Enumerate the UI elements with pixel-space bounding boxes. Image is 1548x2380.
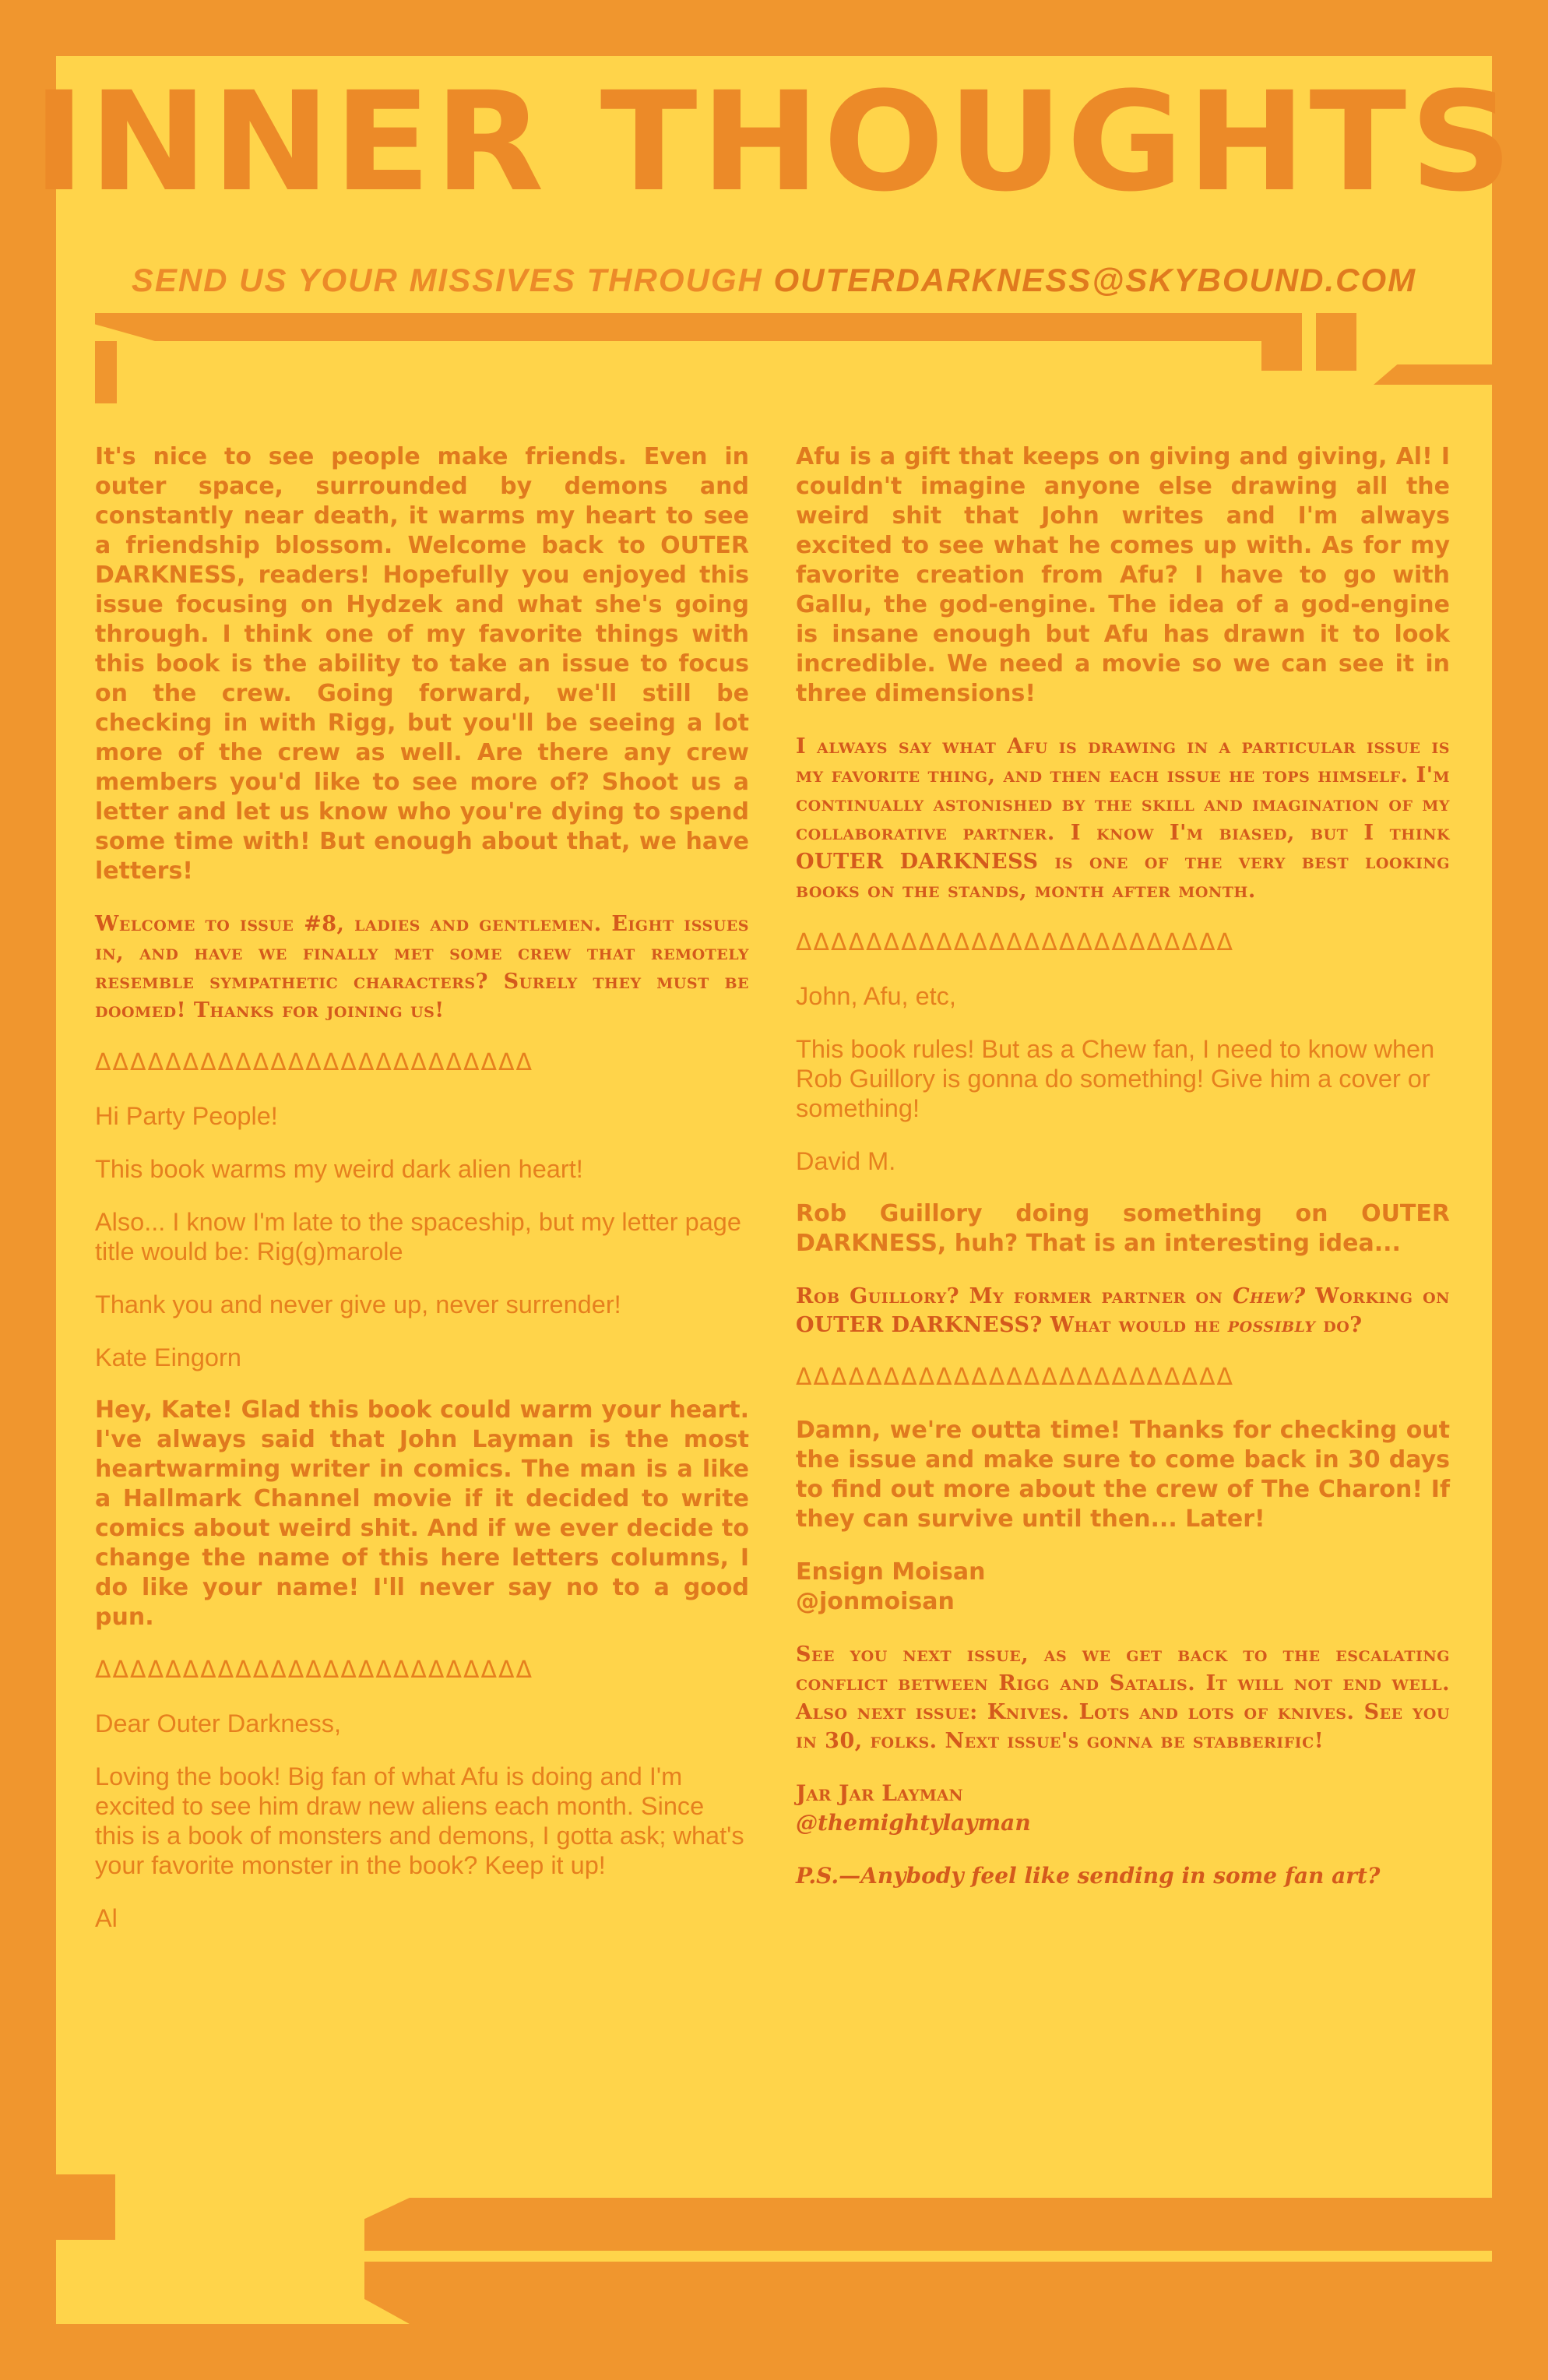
deco-notch-top-left xyxy=(95,341,117,403)
layman-reply-part: Working on OUTER DARKNESS? What would he xyxy=(796,1284,1450,1337)
layman-handle: @themightylayman xyxy=(796,1810,1031,1836)
moisan-signature xyxy=(796,1558,1450,1617)
layman-reply-chew: Chew? xyxy=(1233,1284,1306,1308)
separator: ΔΔΔΔΔΔΔΔΔΔΔΔΔΔΔΔΔΔΔΔΔΔΔΔΔ xyxy=(95,1049,534,1076)
letter-signature: Al xyxy=(95,1904,118,1932)
deco-bar-bottom-low xyxy=(364,2262,1492,2324)
separator: ΔΔΔΔΔΔΔΔΔΔΔΔΔΔΔΔΔΔΔΔΔΔΔΔΔ xyxy=(95,1656,534,1684)
subtitle-prefix: SEND US YOUR MISSIVES THROUGH xyxy=(131,262,763,298)
letter-paragraph: Loving the book! Big fan of what Afu is doing and I'm excited to see him draw new aliens each month. Since this is a book of monsters and demons, I gotta ask; what's your favorite monster in the book? Keep it up! xyxy=(95,1762,744,1879)
moisan-name: Ensign Moisan xyxy=(796,1558,986,1586)
postscript: P.S.—Anybody feel like sending in some fan art? xyxy=(796,1863,1381,1889)
letter-greeting: Hi Party People! xyxy=(95,1102,278,1130)
layman-reply-part: Rob Guillory? My former partner on xyxy=(796,1284,1233,1308)
letter-signature: Kate Eingorn xyxy=(95,1343,241,1371)
closing-paragraph: Damn, we're outta time! Thanks for checking out the issue and make sure to come back in 30 days to find out more about the crew of The Charon! If they can survive until then... Later! xyxy=(796,1417,1450,1533)
layman-reply-possibly: possibly xyxy=(1227,1313,1316,1337)
deco-block-bottom-left xyxy=(56,2174,115,2240)
letter-paragraph: This book rules! But as a Chew fan, I need to know when Rob Guillory is gonna do something! Give him a cover or something! xyxy=(796,1035,1435,1122)
left-column xyxy=(95,442,749,1956)
right-column xyxy=(796,442,1450,1891)
layman-reply-part: do? xyxy=(1315,1313,1363,1337)
moisan-reply: Afu is a gift that keeps on giving and giving, Al! I couldn't imagine anyone else drawing all the weird shit that John writes and I'm always excited to see what he comes up with. As for my favorite creation from Afu? I have to go with Gallu, the god-engine. The idea of a god-engine is insane enough but Afu has drawn it to look incredible. We need a movie so we can see it in three dimensions! xyxy=(796,443,1450,707)
deco-bar-right xyxy=(1374,364,1492,385)
letter-signature: David M. xyxy=(796,1147,896,1175)
layman-reply: I always say what Afu is drawing in a particular issue is my favorite thing, and then each issue he tops himself. I'm continually astonished by the skill and imagination of my collaborative partner. I know I'm biased, but I think OUTER DARKNESS is one of the very best looking books on the stands, month after month. xyxy=(796,734,1450,903)
moisan-reply: Rob Guillory doing something on OUTER DARKNESS, huh? That is an interesting idea... xyxy=(796,1200,1450,1257)
page-title: INNER THOUGHTS xyxy=(32,62,1516,222)
moisan-handle: @jonmoisan xyxy=(796,1588,955,1615)
letter-greeting: Dear Outer Darkness, xyxy=(95,1709,342,1737)
moisan-reply: Hey, Kate! Glad this book could warm your heart. I've always said that John Layman is the most heartwarming writer in comics. The man is a like a Hallmark Channel movie if it decided to write comics about weird shit. And if we ever decide to change the name of this here letters columns, I do like your name! I'll never say no to a good pun. xyxy=(95,1396,749,1631)
deco-bar-bottom xyxy=(364,2198,1492,2251)
layman-signature xyxy=(796,1779,1450,1838)
letter-paragraph: This book warms my weird dark alien heart! xyxy=(95,1155,583,1183)
layman-welcome: Welcome to issue #8, ladies and gentlemen. Eight issues in, and have we finally met some crew that remotely resemble sympathetic characters? Surely they must be doomed! Thanks for joining us! xyxy=(95,912,749,1023)
deco-block-top-right-b xyxy=(1316,313,1356,371)
content-panel xyxy=(32,56,1516,2324)
layman-reply xyxy=(796,1282,1450,1340)
deco-bar-top-left xyxy=(95,313,1294,341)
letter-paragraph: Also... I know I'm late to the spaceship, but my letter page title would be: Rig(g)marole xyxy=(95,1208,741,1266)
letter-greeting: John, Afu, etc, xyxy=(796,982,956,1010)
separator: ΔΔΔΔΔΔΔΔΔΔΔΔΔΔΔΔΔΔΔΔΔΔΔΔΔ xyxy=(796,929,1235,956)
subtitle-email: OUTERDARKNESS@SKYBOUND.COM xyxy=(773,262,1417,298)
letter-paragraph: Thank you and never give up, never surrender! xyxy=(95,1290,621,1319)
intro-paragraph: It's nice to see people make friends. Even in outer space, surrounded by demons and constantly near death, it warms my heart to see a friendship blossom. Welcome back to OUTER DARKNESS, readers! Hopefully you enjoyed this issue focusing on Hydzek and what she's going through. I think one of my favorite things with this book is the ability to take an issue to focus on the crew. Going forward, we'll still be checking in with Rigg, but you'll be seeing a lot more of the crew as well. Are there any crew members you'd like to see more of? Shoot us a letter and let us know who you're dying to spend some time with! But enough about that, we have letters! xyxy=(95,443,749,885)
subtitle xyxy=(56,260,1492,301)
layman-name: Jar Jar Layman xyxy=(796,1780,963,1806)
layman-closing: See you next issue, as we get back to the escalating conflict between Rigg and Satalis. It will not end well. Also next issue: Knives. Lots and lots of knives. See you in 30, folks. Next issue's gonna be stabberific! xyxy=(796,1642,1450,1753)
deco-block-top-right-a xyxy=(1261,313,1302,371)
separator: ΔΔΔΔΔΔΔΔΔΔΔΔΔΔΔΔΔΔΔΔΔΔΔΔΔ xyxy=(796,1364,1235,1391)
